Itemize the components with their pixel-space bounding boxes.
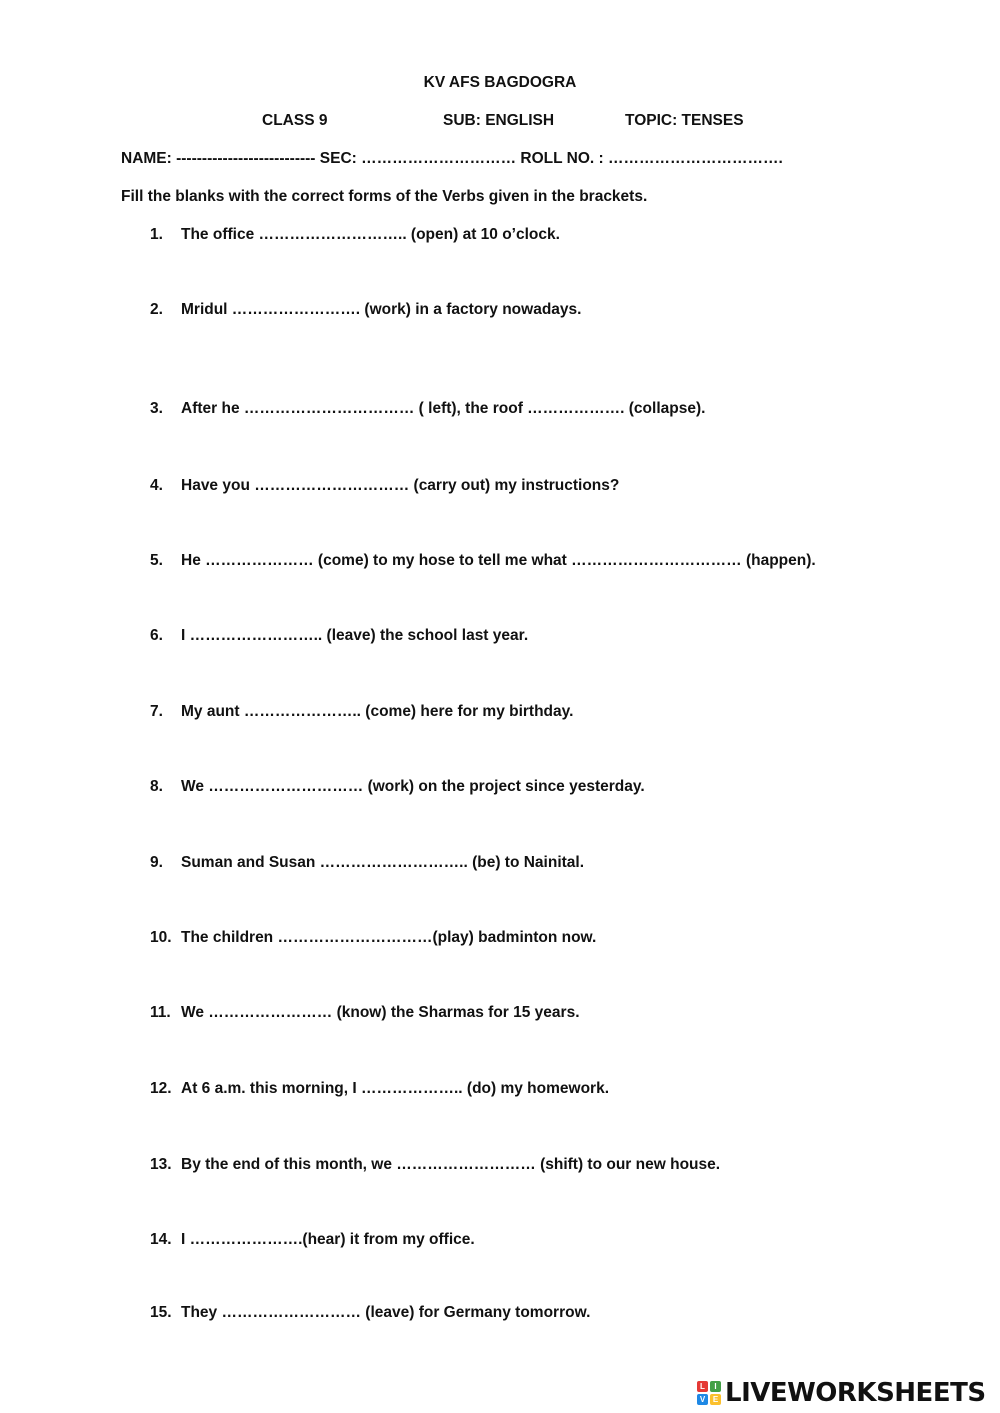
question-number: 4. bbox=[150, 477, 163, 494]
question-text: Suman and Susan ……………………….. (be) to Nainital. bbox=[181, 854, 585, 871]
brand-name: LIVEWORKSHEETS bbox=[725, 1378, 986, 1408]
question-text: The office ……………………….. (open) at 10 o’clock. bbox=[181, 226, 560, 243]
school-name: KV AFS BAGDOGRA bbox=[423, 74, 577, 91]
question-number: 9. bbox=[150, 854, 163, 871]
liveworksheets-logo-icon bbox=[697, 1381, 721, 1405]
question-text: I …………………….. (leave) the school last year. bbox=[181, 627, 529, 644]
question-number: 3. bbox=[150, 400, 163, 417]
question-number: 2. bbox=[150, 301, 163, 318]
question-text: After he …………………………… ( left), the roof ………………. (collapse). bbox=[181, 400, 706, 417]
question-number: 8. bbox=[150, 778, 163, 795]
class-label: CLASS 9 bbox=[262, 112, 328, 129]
question-item bbox=[150, 929, 596, 947]
question-text: We …………………… (know) the Sharmas for 15 years. bbox=[181, 1004, 580, 1021]
liveworksheets-watermark bbox=[697, 1376, 986, 1410]
topic-label: TOPIC: TENSES bbox=[625, 112, 744, 129]
subject-label: SUB: ENGLISH bbox=[443, 112, 555, 129]
question-item bbox=[150, 703, 573, 721]
question-text: Have you ………………………… (carry out) my instructions? bbox=[181, 477, 620, 494]
question-number: 15. bbox=[150, 1304, 172, 1321]
question-item bbox=[150, 1231, 475, 1249]
question-item bbox=[150, 854, 584, 872]
question-item bbox=[150, 1304, 590, 1322]
question-item bbox=[150, 1156, 720, 1174]
instructions: Fill the blanks with the correct forms of the Verbs given in the brackets. bbox=[121, 188, 648, 205]
logo-letter: E bbox=[710, 1394, 721, 1405]
question-number: 10. bbox=[150, 929, 172, 946]
question-text: My aunt ………………….. (come) here for my birthday. bbox=[181, 703, 574, 720]
question-number: 6. bbox=[150, 627, 163, 644]
question-text: We ………………………… (work) on the project since yesterday. bbox=[181, 778, 645, 795]
logo-letter: L bbox=[697, 1381, 708, 1392]
question-text: The children …………………………(play) badminton now. bbox=[181, 929, 597, 946]
question-item bbox=[150, 1080, 609, 1098]
question-number: 13. bbox=[150, 1156, 172, 1173]
question-number: 12. bbox=[150, 1080, 172, 1097]
question-item bbox=[150, 301, 581, 319]
question-number: 5. bbox=[150, 552, 163, 569]
question-text: They ……………………… (leave) for Germany tomorrow. bbox=[181, 1304, 591, 1321]
question-item bbox=[150, 1004, 580, 1022]
question-item bbox=[150, 226, 560, 244]
question-text: I ………………….(hear) it from my office. bbox=[181, 1231, 475, 1248]
question-number: 7. bbox=[150, 703, 163, 720]
logo-letter: I bbox=[710, 1381, 721, 1392]
question-number: 11. bbox=[150, 1004, 171, 1021]
question-number: 1. bbox=[150, 226, 163, 243]
question-text: By the end of this month, we ……………………… (shift) to our new house. bbox=[181, 1156, 721, 1173]
question-number: 14. bbox=[150, 1231, 172, 1248]
question-item bbox=[150, 477, 619, 495]
student-details-line: NAME: --------------------------- SEC: ………………………… ROLL NO. : ……………………………. bbox=[121, 150, 783, 167]
question-item bbox=[150, 627, 528, 645]
question-text: At 6 a.m. this morning, I ……………….. (do) my homework. bbox=[181, 1080, 610, 1097]
question-item bbox=[150, 552, 816, 570]
logo-letter: V bbox=[697, 1394, 708, 1405]
question-text: Mridul ……………………. (work) in a factory nowadays. bbox=[181, 301, 582, 318]
question-item bbox=[150, 778, 645, 796]
question-item bbox=[150, 400, 705, 418]
question-text: He ………………… (come) to my hose to tell me what …………………………… (happen). bbox=[181, 552, 816, 569]
